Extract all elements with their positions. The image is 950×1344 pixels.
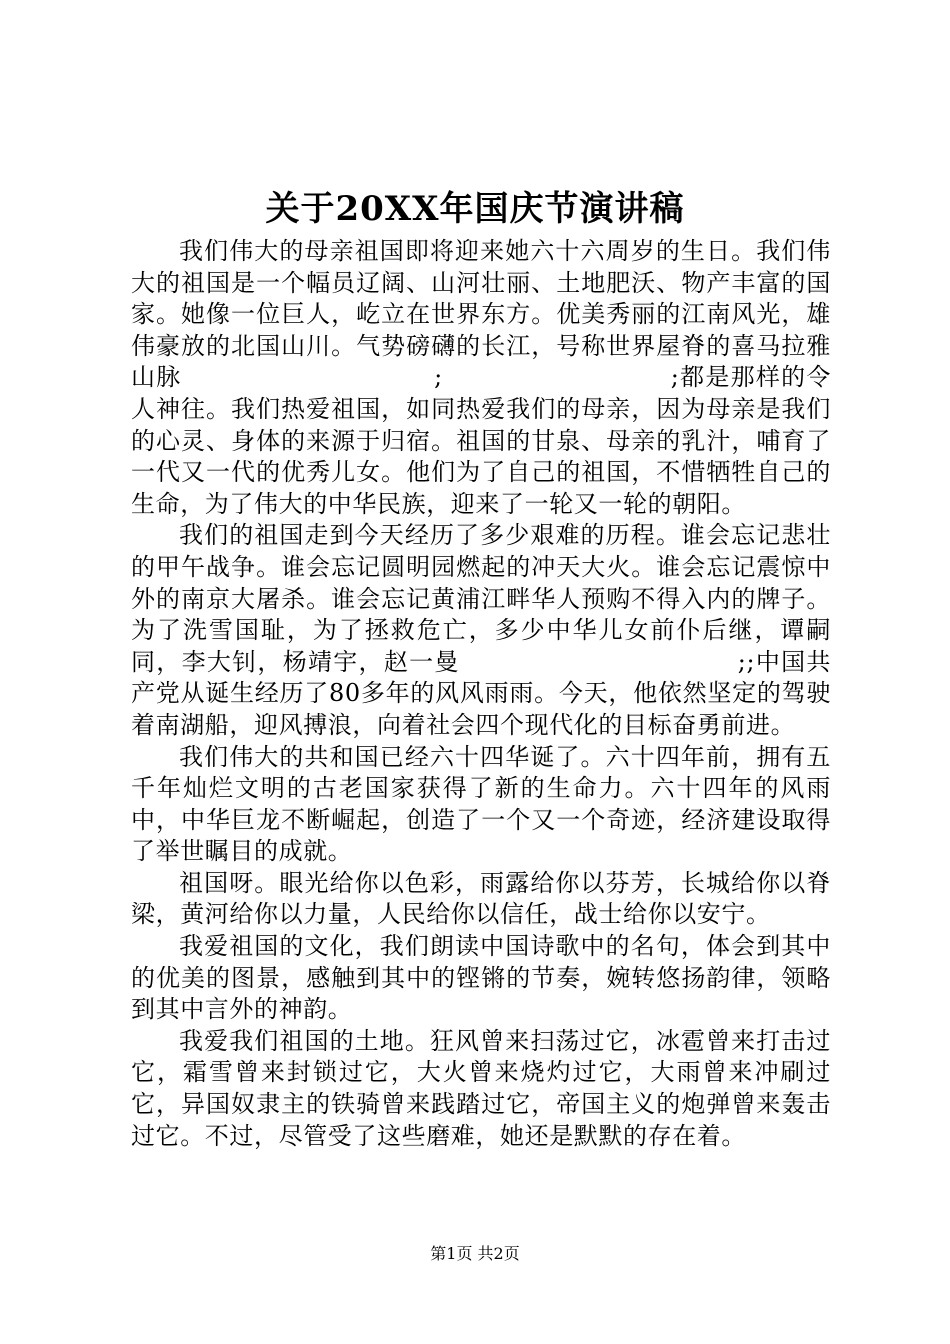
paragraph-2: 我们的祖国走到今天经历了多少艰难的历程。谁会忘记悲壮的甲午战争。谁会忘记圆明园燃起的冲天大火。谁会忘记震惊中外的南京大屠杀。谁会忘记黄浦江畔华人预购不得入内的牌子。为了洗雪国耻，为了拯救危亡，多少中华儿女前仆后继，谭嗣同，李大钊，杨靖宇，赵一曼 ;;中国共产党从诞生经历了80多年的风风雨雨。今天，他依然坚定的驾驶着南湖船，迎风搏浪，向着社会四个现代化的目标奋勇前进。 <box>131 521 831 739</box>
paragraph-4: 祖国呀。眼光给你以色彩，雨露给你以芬芳，长城给你以脊梁，黄河给你以力量，人民给你以信任，战士给你以安宁。 <box>131 868 831 929</box>
paragraph-5: 我爱祖国的文化，我们朗读中国诗歌中的名句，体会到其中的优美的图景，感触到其中的铿锵的节奏，婉转悠扬韵律，领略到其中言外的神韵。 <box>131 932 831 1024</box>
page-number-footer: 第1页 共2页 <box>430 1244 520 1263</box>
paragraph-1: 我们伟大的母亲祖国即将迎来她六十六周岁的生日。我们伟大的祖国是一个幅员辽阔、山河壮丽、土地肥沃、物产丰富的国家。她像一位巨人，屹立在世界东方。优美秀丽的江南风光，雄伟豪放的北国山川。气势磅礴的长江，号称世界屋脊的喜马拉雅山脉 ; ;都是那样的令人神往。我们热爱祖国，如同热爱我们的母亲，因为母亲是我们的心灵、身体的来源于归宿。祖国的甘泉、母亲的乳汁，哺育了一代又一代的优秀儿女。他们为了自己的祖国，不惜牺牲自己的生命，为了伟大的中华民族，迎来了一轮又一轮的朝阳。 <box>131 237 831 518</box>
paragraph-3: 我们伟大的共和国已经六十四华诞了。六十四年前，拥有五千年灿烂文明的古老国家获得了新的生命力。六十四年的风雨中，中华巨龙不断崛起，创造了一个又一个奇迹，经济建设取得了举世瞩目的成就。 <box>131 742 831 866</box>
document-title: 关于20XX年国庆节演讲稿 <box>265 189 685 229</box>
document-body <box>131 236 831 1152</box>
paragraph-6: 我爱我们祖国的土地。狂风曾来扫荡过它，冰雹曾来打击过它，霜雪曾来封锁过它，大火曾来烧灼过它，大雨曾来冲刷过它，异国奴隶主的铁骑曾来践踏过它，帝国主义的炮弹曾来轰击过它。不过，尽管受了这些磨难，她还是默默的存在着。 <box>131 1026 831 1150</box>
